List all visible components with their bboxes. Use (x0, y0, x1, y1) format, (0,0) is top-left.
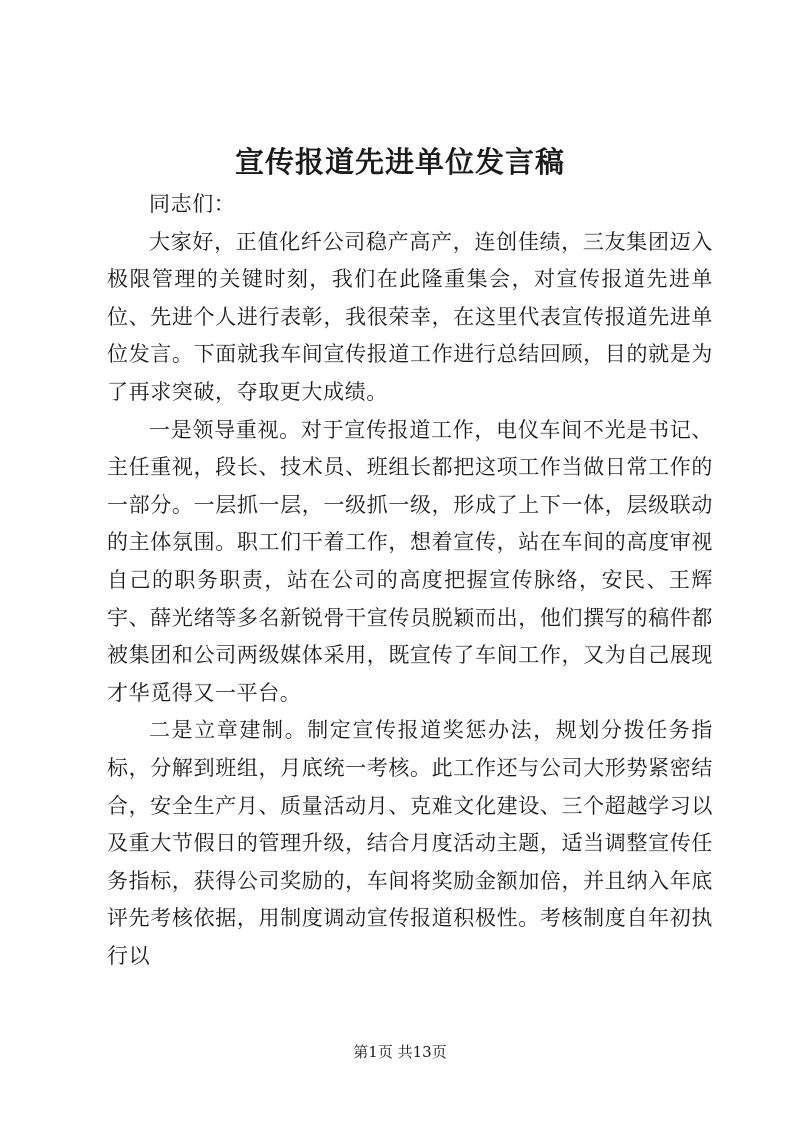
leadership-paragraph: 一是领导重视。对于宣传报道工作，电仪车间不光是书记、主任重视，段长、技术员、班组长都把这项工作当做日常工作的一部分。一层抓一层，一级抓一级，形成了上下一体，层级联动的主体氛围。职工们干着工作，想着宣传，站在车间的高度审视自己的职务职责，站在公司的高度把握宣传脉络，安民、王辉宇、薛光绪等多名新锐骨干宣传员脱颖而出，他们撰写的稿件都被集团和公司两级媒体采用，既宣传了车间工作，又为自己展现才华觅得又一平台。 (107, 417, 713, 705)
document-title: 宣传报道先进单位发言稿 (234, 145, 565, 179)
page-number-footer: 第1页 共13页 (353, 1043, 447, 1061)
document-body (107, 186, 713, 975)
regulation-paragraph: 二是立章建制。制定宣传报道奖惩办法，规划分拨任务指标，分解到班组，月底统一考核。此工作还与公司大形势紧密结合，安全生产月、质量活动月、克难文化建设、三个超越学习以及重大节假日的管理升级，结合月度活动主题，适当调整宣传任务指标，获得公司奖励的，车间将奖励金额加倍，并且纳入年底评先考核依据，用制度调动宣传报道积极性。考核制度自年初执行以 (107, 718, 713, 968)
salutation-paragraph: 同志们： (149, 192, 236, 216)
opening-paragraph: 大家好，正值化纤公司稳产高产，连创佳绩，三友集团迈入极限管理的关键时刻，我们在此隆重集会，对宣传报道先进单位、先进个人进行表彰，我很荣幸，在这里代表宣传报道先进单位发言。下面就我车间宣传报道工作进行总结回顾，目的就是为了再求突破，夺取更大成绩。 (107, 229, 713, 404)
